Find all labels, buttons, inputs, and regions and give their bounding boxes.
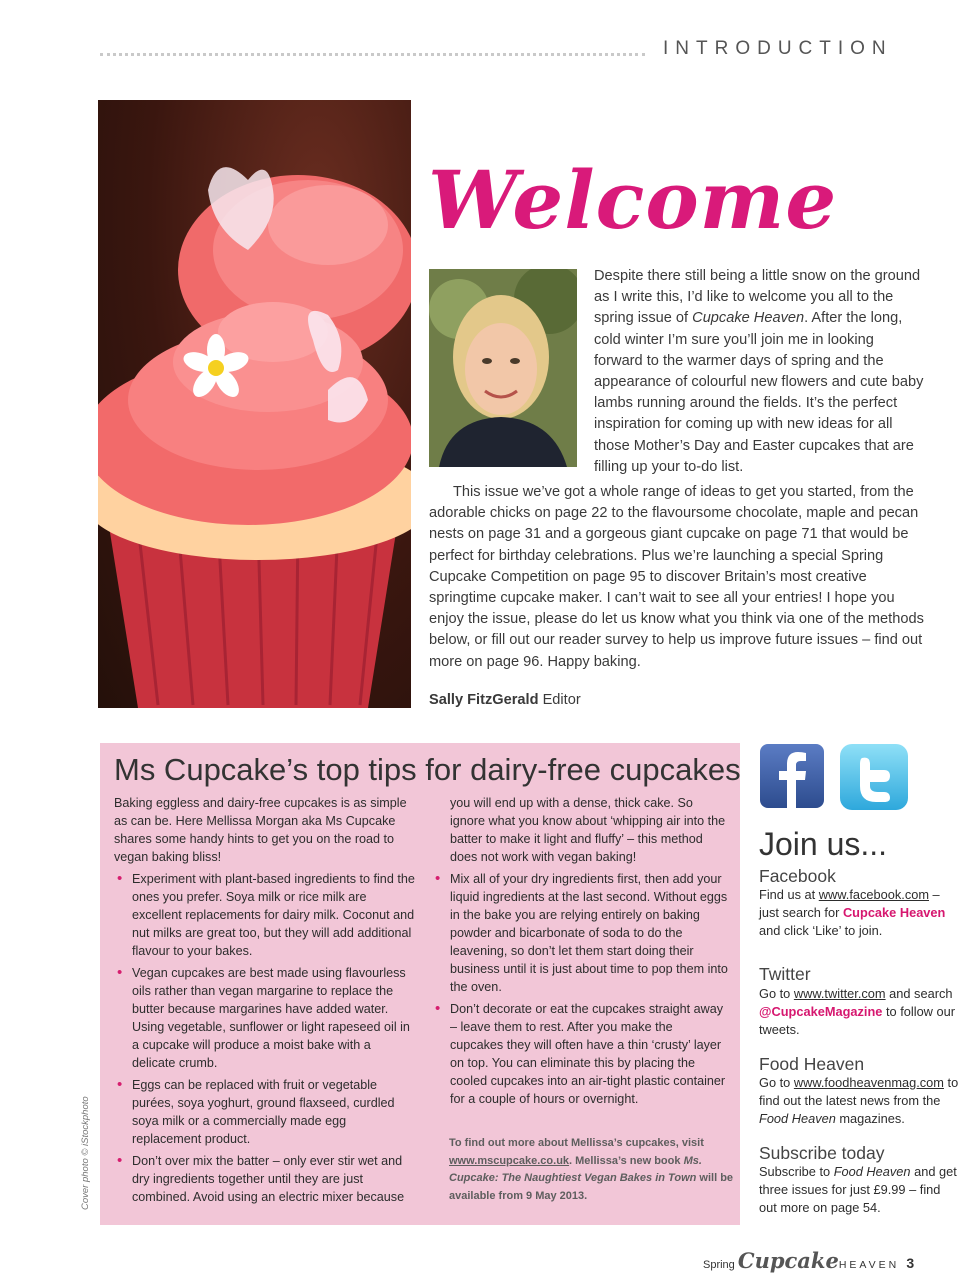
section-title: INTRODUCTION [663, 38, 893, 59]
tip-item: • Eggs can be replaced with fruit or vegetable purées, soya yoghurt, ground flaxseed, curdled soya milk or a commercially made egg replacement product. [117, 1076, 395, 1146]
facebook-icon[interactable] [760, 744, 824, 808]
twitter-icon[interactable] [840, 744, 908, 810]
bullet-icon: • [117, 1152, 123, 1169]
cupcake-photo [98, 100, 411, 708]
tip-item: • Experiment with plant-based ingredients to find the ones you prefer. Soya milk or rice milk are excellent replacements for dairy milk. Coconut and nut milks are great too, but they will add additional flavour to your bakes. [117, 870, 415, 958]
page-footer [703, 1248, 914, 1273]
footer-season: Spring [703, 1259, 735, 1271]
tip-item: • Don’t over mix the batter – only ever stir wet and dry ingredients together until they are just combined. Avoid using an electric mixer because [117, 1152, 405, 1204]
tips-title: Ms Cupcake’s top tips for dairy-free cupcakes [114, 752, 741, 787]
tips-footer-note: To find out more about Mellissa’s cupcakes, visit www.mscupcake.co.uk. Mellissa’s new book Ms. Cupcake: The Naughtiest Vegan Bakes in Town will be available from 9 May 2013. [449, 1137, 734, 1202]
mscupcake-link[interactable]: www.mscupcake.co.uk [449, 1154, 570, 1167]
footer-heaven: HEAVEN [838, 1259, 900, 1271]
tip-item: • Vegan cupcakes are best made using flavourless oils rather than vegan margarine to replace the butter because margarines have added water. Using vegetable, sunflower or light rapeseed oil in a cupcake will produce a moist bake with a delicate crumb. [117, 964, 410, 1070]
facebook-heading: Facebook [759, 866, 836, 886]
editor-portrait [429, 269, 577, 467]
welcome-heading: Welcome [428, 153, 838, 247]
tip-continued: you will end up with a dense, thick cake. So ignore what you know about ‘whipping air into the batter to make it light and fluffy’ – this method does not work with vegan baking! [450, 796, 726, 864]
tip-item: • Don’t decorate or eat the cupcakes straight away – leave them to rest. After you make the cupcakes they will often have a thin ‘crusty’ layer on top. You can eliminate this by placing the cooled cupcakes into an air-tight plastic container for a couple of hours or overnight. [435, 1000, 726, 1106]
food-heaven-link[interactable]: www.foodheavenmag.com [793, 1075, 944, 1090]
food-heaven-text: Go to www.foodheavenmag.com to find out the latest news from the Food Heaven magazines. [759, 1075, 959, 1126]
tips-column-1 [114, 794, 416, 1206]
bullet-icon: • [117, 870, 123, 887]
facebook-text: Find us at www.facebook.com – just search for Cupcake Heaven and click ‘Like’ to join. [759, 887, 946, 938]
facebook-link[interactable]: www.facebook.com [818, 887, 929, 902]
twitter-heading: Twitter [759, 964, 811, 984]
bullet-icon: • [435, 870, 441, 887]
tip-item: • Mix all of your dry ingredients first, then add your liquid ingredients at the last second. Without eggs in the bake you are relying entirely on baking powder and bicarbonate of soda to do the leavening, so don’t let them start doing their business until it is just about time to pop them into the oven. [435, 870, 728, 994]
tips-intro: Baking eggless and dairy-free cupcakes is as simple as can be. Here Mellissa Morgan aka Ms Cupcake shares some handy hints to get you on the road to vegan baking bliss! [114, 796, 407, 864]
twitter-link[interactable]: www.twitter.com [793, 986, 886, 1001]
bullet-icon: • [117, 964, 123, 981]
intro-paragraph-2: This issue we’ve got a whole range of ideas to get you started, from the adorable chicks on page 22 to the flavoursome chocolate, maple and pecan nests on page 31 and a gorgeous giant cupcake on page 71 that would be perfect for birthday celebrations. Plus we’re launching a special Spring Cupcake Competition on page 95 to discover Britain’s most creative springtime cupcake maker. I can’t wait to see all your entries! I hope you enjoy the issue, please do let us know what you think via one of the methods below, or fill out our reader survey to help us improve future issues – find out more on page 96. Happy baking. [429, 484, 924, 670]
subscribe-text: Subscribe to Food Heaven and get three issues for just £9.99 – find out more on page 54. [759, 1164, 957, 1215]
editor-signoff [429, 692, 581, 708]
bullet-icon: • [435, 1000, 441, 1017]
intro-paragraph-1: Despite there still being a little snow on the ground as I write this, I’d like to welcome you all to the spring issue of Cupcake Heaven. After the long, cold winter I’m sure you’ll join me in looking forward to the warmer days of spring and the appearance of colourful new flowers and cute baby lambs running around the fields. It’s the perfect inspiration for coming up with new ideas for all those Mother’s Day and Easter cupcakes that are filling up your to-do list. [594, 268, 924, 475]
page-number: 3 [906, 1255, 915, 1271]
tips-column-2 [432, 794, 728, 1108]
twitter-text: Go to www.twitter.com and search @CupcakeMagazine to follow our tweets. [759, 986, 955, 1037]
join-us-heading: Join us... [759, 826, 888, 862]
header-dotted-rule [100, 53, 645, 56]
subscribe-heading: Subscribe today [759, 1143, 885, 1163]
bullet-icon: • [117, 1076, 123, 1093]
editor-name: Sally FitzGerald [429, 692, 539, 708]
footer-brand: Cupcake [737, 1248, 839, 1273]
photo-credit: Cover photo © iStockphoto [80, 1096, 91, 1210]
food-heaven-heading: Food Heaven [759, 1054, 865, 1074]
editor-role: Editor [542, 692, 581, 708]
